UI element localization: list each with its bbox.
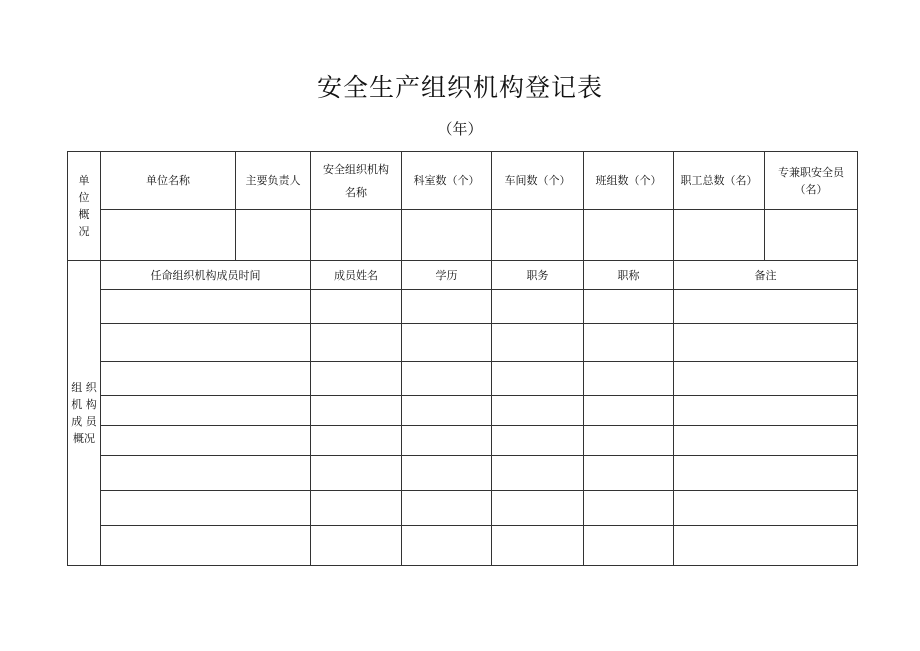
cell-education[interactable] bbox=[402, 396, 492, 426]
unit-label-char: 位 bbox=[78, 191, 90, 204]
cell-team-count[interactable] bbox=[584, 210, 674, 261]
cell-position[interactable] bbox=[492, 362, 584, 396]
cell-appointment-time[interactable] bbox=[101, 396, 311, 426]
cell-position[interactable] bbox=[492, 526, 584, 566]
header-team-count bbox=[584, 152, 674, 210]
member-row bbox=[68, 456, 858, 491]
cell-member-name[interactable] bbox=[311, 290, 402, 324]
cell-department-count[interactable] bbox=[402, 210, 492, 261]
cell-appointment-time[interactable] bbox=[101, 290, 311, 324]
cell-member-name[interactable] bbox=[311, 456, 402, 491]
cell-remarks[interactable] bbox=[674, 290, 858, 324]
cell-education[interactable] bbox=[402, 426, 492, 456]
header-text: 科室数（个） bbox=[413, 174, 480, 187]
cell-member-name[interactable] bbox=[311, 362, 402, 396]
cell-education[interactable] bbox=[402, 324, 492, 362]
cell-position[interactable] bbox=[492, 456, 584, 491]
header-department-count bbox=[402, 152, 492, 210]
unit-label-char: 况 bbox=[78, 225, 90, 238]
cell-title[interactable] bbox=[584, 396, 674, 426]
cell-remarks[interactable] bbox=[674, 426, 858, 456]
header-title: 职称 bbox=[584, 261, 674, 290]
cell-position[interactable] bbox=[492, 491, 584, 526]
header-text: （名） bbox=[794, 182, 828, 196]
registration-table bbox=[67, 151, 858, 566]
member-row bbox=[68, 290, 858, 324]
cell-appointment-time[interactable] bbox=[101, 324, 311, 362]
cell-appointment-time[interactable] bbox=[101, 362, 311, 396]
members-overview-label bbox=[68, 261, 101, 566]
cell-appointment-time[interactable] bbox=[101, 456, 311, 491]
year-label: （年） bbox=[437, 120, 483, 138]
form-title: 安全生产组织机构登记表 bbox=[316, 73, 603, 102]
cell-title[interactable] bbox=[584, 526, 674, 566]
member-row bbox=[68, 362, 858, 396]
members-label-line: 组 织 bbox=[71, 381, 97, 394]
members-header-row bbox=[68, 261, 858, 290]
unit-header-row bbox=[68, 152, 858, 210]
unit-label-char: 单 bbox=[78, 174, 90, 187]
unit-value-row bbox=[68, 210, 858, 261]
cell-appointment-time[interactable] bbox=[101, 426, 311, 456]
header-remarks: 备注 bbox=[674, 261, 858, 290]
cell-education[interactable] bbox=[402, 290, 492, 324]
header-text: 主要负责人 bbox=[245, 174, 301, 187]
cell-remarks[interactable] bbox=[674, 491, 858, 526]
header-text: 职工总数（名） bbox=[680, 174, 758, 187]
header-education: 学历 bbox=[402, 261, 492, 290]
header-text: 单位名称 bbox=[146, 174, 190, 187]
header-safety-org-name bbox=[311, 152, 402, 210]
header-text: 车间数（个） bbox=[504, 174, 571, 187]
cell-education[interactable] bbox=[402, 491, 492, 526]
cell-safety-officers[interactable] bbox=[765, 210, 858, 261]
cell-position[interactable] bbox=[492, 396, 584, 426]
member-row bbox=[68, 426, 858, 456]
unit-overview-label bbox=[68, 152, 101, 261]
header-text: 名称 bbox=[345, 185, 367, 199]
cell-member-name[interactable] bbox=[311, 526, 402, 566]
cell-remarks[interactable] bbox=[674, 526, 858, 566]
cell-title[interactable] bbox=[584, 491, 674, 526]
header-staff-total bbox=[674, 152, 765, 210]
members-label-line: 机 构 bbox=[71, 398, 97, 411]
cell-member-name[interactable] bbox=[311, 491, 402, 526]
cell-position[interactable] bbox=[492, 290, 584, 324]
cell-member-name[interactable] bbox=[311, 426, 402, 456]
header-appointment-time: 任命组织机构成员时间 bbox=[101, 261, 311, 290]
header-workshop-count bbox=[492, 152, 584, 210]
cell-member-name[interactable] bbox=[311, 396, 402, 426]
member-row bbox=[68, 491, 858, 526]
header-principal bbox=[236, 152, 311, 210]
unit-label-char: 概 bbox=[78, 208, 90, 221]
member-row bbox=[68, 324, 858, 362]
cell-staff-total[interactable] bbox=[674, 210, 765, 261]
cell-remarks[interactable] bbox=[674, 324, 858, 362]
header-text: 专兼职安全员 bbox=[778, 165, 844, 179]
members-label-line: 成 员 bbox=[71, 415, 97, 428]
header-member-name: 成员姓名 bbox=[311, 261, 402, 290]
members-label-line: 概况 bbox=[73, 432, 95, 445]
cell-principal[interactable] bbox=[236, 210, 311, 261]
cell-member-name[interactable] bbox=[311, 324, 402, 362]
header-text: 班组数（个） bbox=[595, 174, 662, 187]
cell-title[interactable] bbox=[584, 456, 674, 491]
cell-position[interactable] bbox=[492, 426, 584, 456]
member-row bbox=[68, 526, 858, 566]
cell-position[interactable] bbox=[492, 324, 584, 362]
cell-unit-name[interactable] bbox=[101, 210, 236, 261]
cell-title[interactable] bbox=[584, 324, 674, 362]
cell-title[interactable] bbox=[584, 362, 674, 396]
member-row bbox=[68, 396, 858, 426]
header-safety-officers bbox=[765, 152, 858, 210]
cell-workshop-count[interactable] bbox=[492, 210, 584, 261]
cell-education[interactable] bbox=[402, 362, 492, 396]
header-unit-name bbox=[101, 152, 236, 210]
cell-safety-org-name[interactable] bbox=[311, 210, 402, 261]
cell-education[interactable] bbox=[402, 456, 492, 491]
cell-remarks[interactable] bbox=[674, 362, 858, 396]
cell-remarks[interactable] bbox=[674, 396, 858, 426]
header-position: 职务 bbox=[492, 261, 584, 290]
header-text: 安全组织机构 bbox=[323, 162, 389, 176]
cell-appointment-time[interactable] bbox=[101, 526, 311, 566]
cell-remarks[interactable] bbox=[674, 456, 858, 491]
cell-education[interactable] bbox=[402, 526, 492, 566]
cell-title[interactable] bbox=[584, 290, 674, 324]
cell-title[interactable] bbox=[584, 426, 674, 456]
cell-appointment-time[interactable] bbox=[101, 491, 311, 526]
